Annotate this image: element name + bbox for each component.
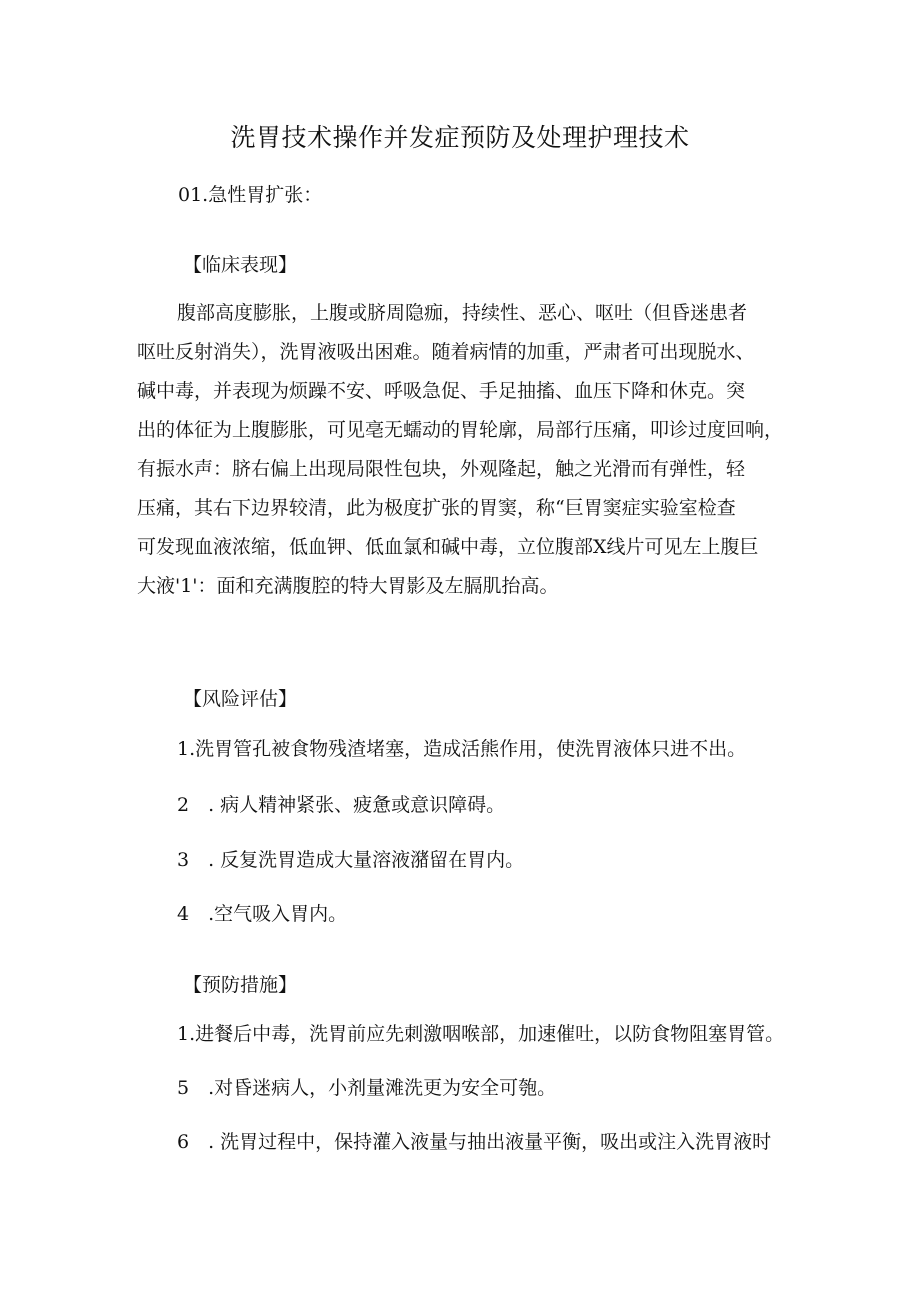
clinical-line: 腹部高度膨胀，上腹或脐周隐痂，持续性、恶心、呕吐（但昏迷患者 [177,302,748,324]
clinical-line: 碱中毒，并表现为烦躁不安、呼吸急促、手足抽搐、血压下降和休克。突 [137,380,746,402]
risk-heading: 【风险评估】 [183,688,298,710]
prevention-item: 1.进餐后中毒，洗胃前应先刺激咽喉部，加速催吐，以防食物阻塞胃管。 [177,1023,785,1045]
clinical-heading: 【临床表现】 [183,254,298,276]
risk-item: 4 .空气吸入胃内。 [177,903,348,925]
clinical-line: 呕吐反射消失），洗胃液吸出困难。随着病情的加重，严肃者可出现脱水、 [137,341,755,363]
clinical-line: 有振水声：脐右偏上出现局限性包块，外观隆起，触之光滑而有弹性，轻 [137,458,746,480]
prevention-heading: 【预防措施】 [183,974,298,996]
document-title: 洗胃技术操作并发症预防及处理护理技术 [230,123,690,152]
prevention-item: 6 . 洗胃过程中，保持灌入液量与抽出液量平衡，吸出或注入洗胃液时 [177,1131,772,1153]
section-heading: 01.急性胃扩张： [178,184,323,206]
clinical-line: 可发现血液浓缩，低血钾、低血氯和碱中毒，立位腹部X线片可见左上腹巨 [137,536,759,558]
risk-item: 1.洗胃管孔被食物残渣堵塞，造成活熊作用，使洗胃液体只进不出。 [177,738,747,760]
prevention-item: 5 .对昏迷病人，小剂量滩洗更为安全可匏。 [177,1077,557,1099]
clinical-line: 出的体征为上腹膨胀，可见亳无蠕动的胃轮廓，局部行压痛，叩诊过度回响， [137,419,784,441]
risk-item: 2 . 病人精神紧张、疲惫或意识障碍。 [177,794,506,816]
risk-item: 3 . 反复洗胃造成大量溶液潴留在胃内。 [177,849,525,871]
clinical-line: 大液'1'：面和充满腹腔的特大胃影及左膈肌抬高。 [137,575,559,597]
clinical-line: 压痛，其右下边界较清，此为极度扩张的胃窦，称“巨胃窦症实验室检查 [137,497,736,519]
